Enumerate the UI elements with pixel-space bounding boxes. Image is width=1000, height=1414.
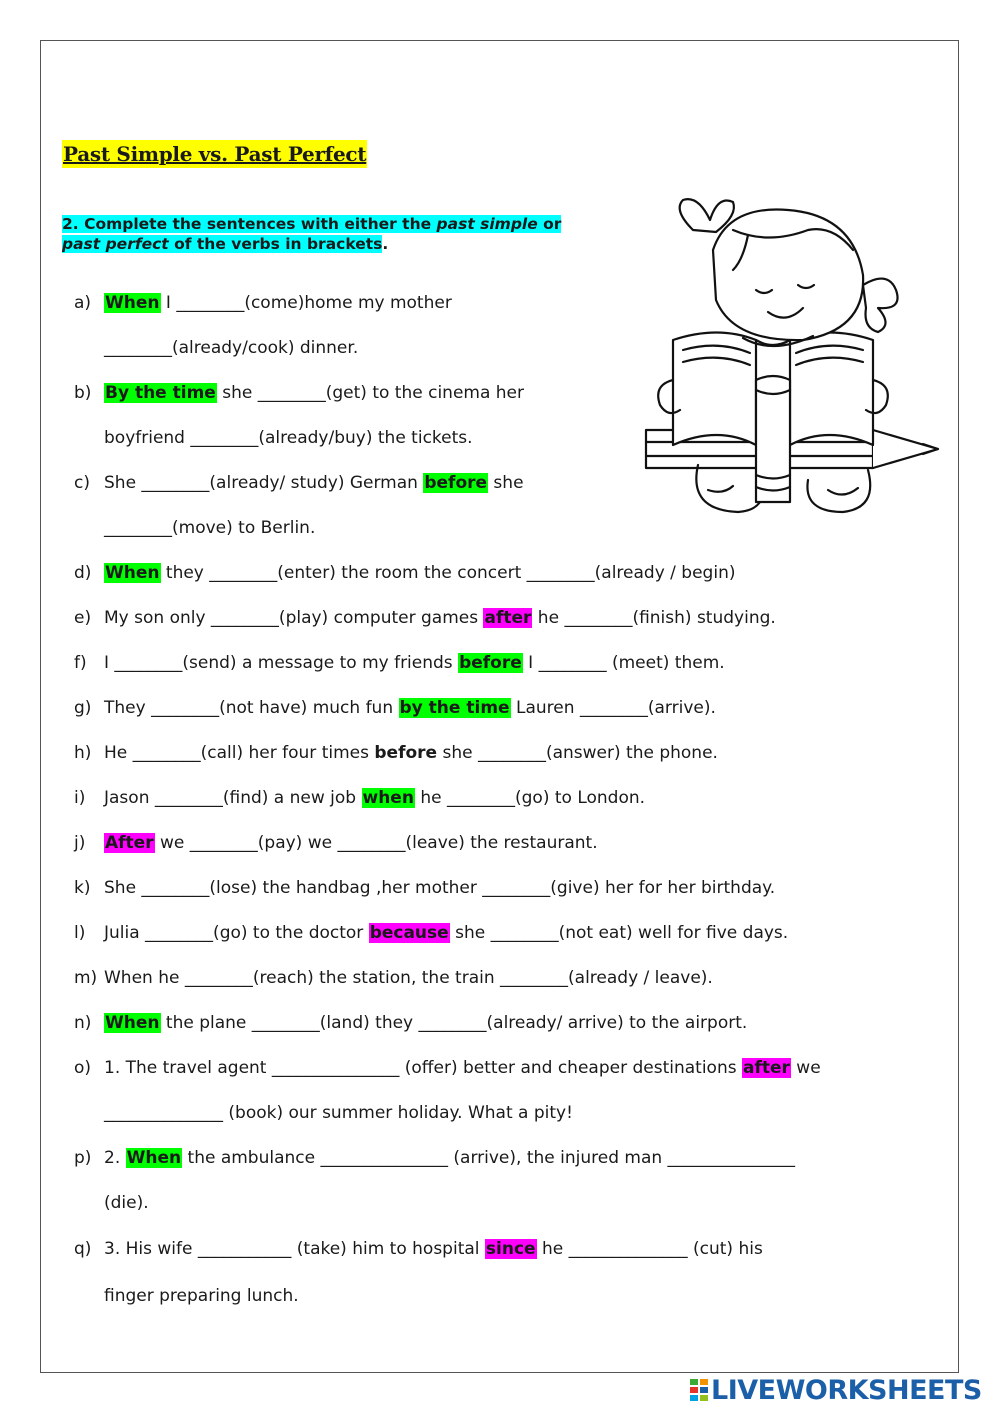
item-text <box>104 1101 573 1125</box>
item-text <box>104 1237 763 1261</box>
text-segment: the plane ________(land) they ________(already/ arrive) to the airport. <box>160 1013 748 1033</box>
item-text <box>104 1056 821 1080</box>
text-segment: Lauren ________(arrive). <box>510 698 716 718</box>
keyword-green: By the time <box>105 383 216 403</box>
item-letter: f) <box>74 653 87 673</box>
text-segment: 1. The travel agent _______________ (offer) better and cheaper destinations <box>104 1058 742 1078</box>
item-text <box>104 426 473 450</box>
keyword-pink: after <box>484 608 532 628</box>
keyword-green: by the time <box>399 698 510 718</box>
keyword-green: When <box>105 1013 160 1033</box>
keyword-green: When <box>126 1148 182 1168</box>
text-segment: she ________(answer) the phone. <box>437 743 718 763</box>
item-text <box>104 516 315 540</box>
item-letter: n) <box>74 1013 92 1033</box>
text-segment: he ________(go) to London. <box>414 788 646 808</box>
item-letter: o) <box>74 1058 92 1078</box>
text-segment: we ________(pay) we ________(leave) the restaurant. <box>154 833 598 853</box>
text-segment: I ________(come)home my mother <box>160 293 452 313</box>
instruction-text: 2. Complete the sentences with either the past simple or past perfect of the verbs in brackets. <box>62 215 562 253</box>
item-text <box>104 381 524 405</box>
text-segment: the ambulance _______________ (arrive), the injured man _______________ <box>182 1148 796 1168</box>
item-text <box>104 1284 299 1308</box>
item-text <box>104 651 725 675</box>
item-text <box>104 786 645 810</box>
text-segment: we <box>790 1058 821 1078</box>
keyword-green: When <box>105 293 160 313</box>
text-segment: I ________(send) a message to my friends <box>104 653 459 673</box>
text-segment: finger preparing lunch. <box>104 1286 299 1306</box>
text-segment: 3. His wife ___________ (take) him to hospital <box>104 1239 485 1259</box>
text-segment: he ______________ (cut) his <box>536 1239 763 1259</box>
item-letter: d) <box>74 563 92 583</box>
keyword-pink: after <box>742 1058 790 1078</box>
item-text <box>104 831 598 855</box>
text-segment: ________(move) to Berlin. <box>104 518 316 538</box>
item-text <box>104 696 716 720</box>
item-letter: g) <box>74 698 92 718</box>
item-text <box>104 1011 747 1035</box>
text-segment: He ________(call) her four times <box>104 743 375 763</box>
item-text <box>104 561 735 585</box>
girl-reading-illustration <box>638 190 956 525</box>
keyword-pink: After <box>105 833 154 853</box>
text-segment: ________(already/cook) dinner. <box>104 338 359 358</box>
text-segment: When he ________(reach) the station, the train ________(already / leave). <box>104 968 713 988</box>
liveworksheets-logo-icon <box>690 1377 708 1403</box>
text-segment: he ________(finish) studying. <box>532 608 776 628</box>
keyword-green: before <box>424 473 488 493</box>
text-segment: She ________(already/ study) German <box>104 473 424 493</box>
item-letter: k) <box>74 878 91 898</box>
keyword-bold: before <box>374 743 438 763</box>
item-letter: j) <box>74 833 86 853</box>
keyword-green: when <box>362 788 414 808</box>
text-segment: (die). <box>104 1193 149 1213</box>
item-letter: m) <box>74 968 98 988</box>
item-letter: h) <box>74 743 92 763</box>
text-segment: 2. <box>104 1148 126 1168</box>
keyword-pink: since <box>485 1239 536 1259</box>
text-segment: they ________(enter) the room the concert ________(already / begin) <box>160 563 736 583</box>
item-letter: q) <box>74 1239 92 1259</box>
text-segment: Julia ________(go) to the doctor <box>104 923 369 943</box>
item-text <box>104 876 775 900</box>
text-segment: she ________(not eat) well for five days. <box>449 923 789 943</box>
text-segment: boyfriend ________(already/buy) the tickets. <box>104 428 473 448</box>
item-letter: e) <box>74 608 92 628</box>
text-segment: Jason ________(find) a new job <box>104 788 362 808</box>
item-text <box>104 966 713 990</box>
item-letter: l) <box>74 923 86 943</box>
item-text <box>104 606 776 630</box>
keyword-green: When <box>105 563 160 583</box>
page-title: Past Simple vs. Past Perfect <box>63 142 367 166</box>
item-letter: p) <box>74 1148 92 1168</box>
item-letter: i) <box>74 788 86 808</box>
logo-text: LIVEWORKSHEETS <box>711 1374 982 1406</box>
item-text <box>104 291 452 315</box>
item-text <box>104 1191 149 1215</box>
item-letter: a) <box>74 293 92 313</box>
text-segment: She ________(lose) the handbag ,her mother ________(give) her for her birthday. <box>104 878 776 898</box>
text-segment: ______________ (book) our summer holiday. What a pity! <box>104 1103 573 1123</box>
liveworksheets-logo <box>690 1372 982 1408</box>
text-segment: she ________(get) to the cinema her <box>216 383 525 403</box>
item-text <box>104 921 788 945</box>
keyword-pink: because <box>369 923 449 943</box>
text-segment: I ________ (meet) them. <box>522 653 725 673</box>
item-text <box>104 471 524 495</box>
item-letter: c) <box>74 473 90 493</box>
item-text <box>104 336 358 360</box>
text-segment: she <box>488 473 524 493</box>
item-text <box>104 741 718 765</box>
text-segment: They ________(not have) much fun <box>104 698 399 718</box>
item-text <box>104 1146 795 1170</box>
keyword-green: before <box>459 653 522 673</box>
item-letter: b) <box>74 383 92 403</box>
text-segment: My son only ________(play) computer games <box>104 608 484 628</box>
